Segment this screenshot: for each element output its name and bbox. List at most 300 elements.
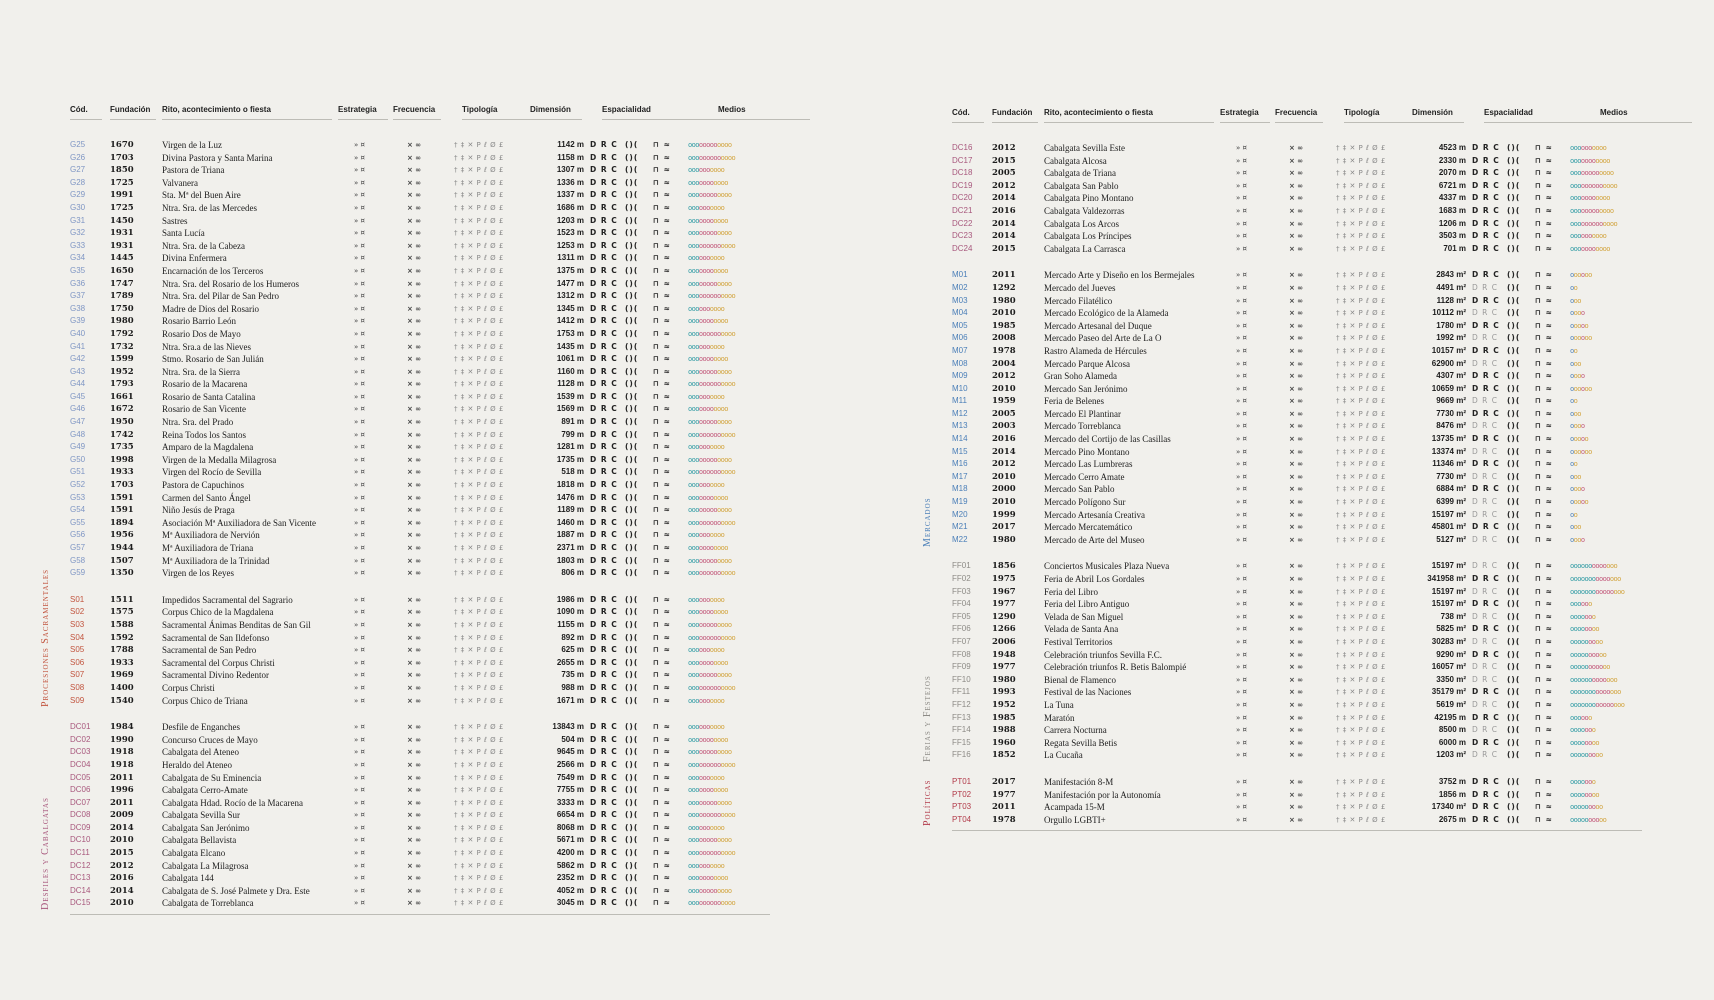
row-dimension: 11346 m² [1432,459,1466,469]
row-espacialidad: D R C [1472,218,1500,228]
row-name: Santa Lucía [162,228,205,239]
row-code: DC16 [952,143,973,152]
row-frecuencia: × ∞ [407,266,422,275]
row-espacialidad-arcs: ()( [625,202,639,212]
row-espacialidad-arcs: ()( [625,543,639,552]
row-estrategia: » ¤ [354,595,365,604]
row-tipologia: † ‡ ✕ P ℓ Ø £ [454,392,504,401]
row-name: Sacramental Divino Redentor [162,670,269,681]
row-espacialidad-flow: ⊓ ≈ [653,316,671,326]
row-espacialidad-arcs: ()( [1507,624,1521,634]
row-dimension: 5825 m² [1436,624,1466,634]
row-year: 2010 [110,898,134,909]
row-espacialidad-arcs: ()( [625,848,639,858]
row-frecuencia: × ∞ [1289,169,1304,178]
row-espacialidad-flow: ⊓ ≈ [1535,802,1553,812]
row-frecuencia: × ∞ [407,241,422,250]
table-header [70,105,770,125]
row-frecuencia: × ∞ [1289,738,1304,747]
header-rule [70,119,102,120]
row-year: 1661 [110,391,134,402]
row-espacialidad: D R C [590,215,618,225]
medios-dots: ooooooooooooo [1570,219,1618,228]
row-name: Mercado Paseo del Arte de La O [1044,333,1162,344]
row-name: Sacramental de San Pedro [162,645,257,656]
row-estrategia: » ¤ [1236,296,1247,305]
row-frecuencia: × ∞ [407,723,422,732]
row-estrategia: » ¤ [354,166,365,175]
table-row [70,341,770,354]
row-frecuencia: × ∞ [407,191,422,200]
row-frecuencia: × ∞ [407,229,422,238]
medios-dots: oo [1570,460,1578,469]
row-name: Rastro Alameda de Hércules [1044,345,1147,356]
row-code: M02 [952,282,968,292]
table-row [952,218,1642,231]
row-espacialidad-flow: ⊓ ≈ [1535,471,1553,481]
row-dimension: 1128 m² [1436,295,1466,305]
row-estrategia: » ¤ [354,430,365,439]
row-tipologia: † ‡ ✕ P ℓ Ø £ [1336,675,1386,684]
row-name: Cabalgata Sevilla Sur [162,810,240,821]
row-year: 1856 [992,561,1016,572]
row-name: Virgen de la Luz [162,140,223,150]
row-espacialidad-arcs: ()( [625,822,639,832]
medios-dots: ooooooooooo [1570,194,1610,203]
medios-dots: oooo [1570,372,1585,381]
medios-dots: ooooooooooo [688,317,728,326]
row-year: 2014 [992,218,1016,229]
row-name: Desfile de Enganches [162,722,240,733]
table-body [922,142,1642,827]
row-year: 2014 [992,446,1016,457]
row-dimension: 15197 m² [1431,561,1466,571]
row-estrategia: » ¤ [354,723,365,732]
row-code: DC03 [70,747,91,757]
row-estrategia: » ¤ [354,823,365,832]
row-dimension: 799 m [561,429,584,439]
row-name: Cabalgata La Milagrosa [162,860,249,871]
row-year: 1703 [110,152,134,163]
row-estrategia: » ¤ [354,241,365,250]
medios-dots: oooooooooo [688,646,725,655]
row-name: Cabalgata Valdezorras [1044,205,1125,216]
medios-dots: ooo [1570,296,1581,305]
row-espacialidad-flow: ⊓ ≈ [653,442,671,452]
row-frecuencia: × ∞ [1289,372,1304,381]
row-tipologia: † ‡ ✕ P ℓ Ø £ [1336,472,1386,481]
row-frecuencia: × ∞ [1289,777,1304,786]
row-frecuencia: × ∞ [407,355,422,364]
row-frecuencia: × ∞ [1289,321,1304,330]
row-espacialidad-arcs: ()( [1507,333,1521,343]
row-tipologia: † ‡ ✕ P ℓ Ø £ [1336,523,1386,532]
row-estrategia: » ¤ [354,342,365,351]
row-dimension: 4307 m² [1436,371,1466,381]
medios-dots: oooooooooo [1570,650,1607,659]
row-espacialidad-arcs: ()( [625,860,639,870]
row-dimension: 701 m [1443,243,1466,253]
row-year: 1588 [110,619,134,630]
row-code: FF14 [952,725,971,735]
row-year: 1747 [110,278,134,289]
row-tipologia: † ‡ ✕ P ℓ Ø £ [1336,181,1386,190]
row-estrategia: » ¤ [354,216,365,225]
row-frecuencia: × ∞ [1289,206,1304,215]
row-name: Cabalgata de Triana [1044,168,1116,179]
row-espacialidad-arcs: ()( [1507,383,1521,393]
row-tipologia: † ‡ ✕ P ℓ Ø £ [454,786,504,795]
row-estrategia: » ¤ [354,760,365,769]
medios-dots: oooooooooo [688,823,725,832]
row-code: G57 [70,543,86,552]
table-row [952,509,1642,522]
row-frecuencia: × ∞ [407,518,422,527]
row-espacialidad-flow: ⊓ ≈ [653,632,671,642]
row-dimension: 1311 m [557,253,584,263]
row-espacialidad-arcs: ()( [625,228,639,238]
row-year: 2010 [992,308,1016,319]
row-estrategia: » ¤ [354,481,365,490]
medios-dots: oooooooooooo [688,886,732,895]
row-tipologia: † ‡ ✕ P ℓ Ø £ [454,266,504,275]
row-tipologia: † ‡ ✕ P ℓ Ø £ [454,823,504,832]
row-estrategia: » ¤ [354,696,365,705]
medios-dots: oooooooooo [688,773,725,782]
row-espacialidad: D R C [590,492,618,502]
row-year: 2015 [992,155,1016,166]
row-tipologia: † ‡ ✕ P ℓ Ø £ [1336,485,1386,494]
row-espacialidad: D R C [1472,662,1498,672]
row-year: 1789 [110,291,134,302]
row-dimension: 6884 m² [1436,484,1466,494]
table-row [70,517,770,530]
row-frecuencia: × ∞ [407,468,422,477]
section-label-dc: Desfiles y Cabalgatas [40,797,51,911]
row-code: DC11 [70,848,90,858]
section-label-ff: Ferias y Festejos [922,675,933,762]
row-espacialidad-flow: ⊓ ≈ [653,215,671,225]
row-espacialidad: D R C [1472,295,1500,305]
row-frecuencia: × ∞ [407,608,422,617]
table-row [70,746,770,759]
medios-dots: ooooooooooo [1570,244,1610,253]
row-code: G43 [70,366,86,376]
medios-dots: ooooooooooo [688,216,728,225]
row-espacialidad-flow: ⊓ ≈ [653,810,671,820]
row-espacialidad: D R C [1472,497,1498,507]
row-estrategia: » ¤ [354,544,365,552]
table-row [70,834,770,847]
row-estrategia: » ¤ [1236,600,1247,609]
table-row [70,429,770,442]
medios-dots: ooooooooo [1570,803,1603,812]
medios-dots: oooooo [1570,713,1592,722]
table-row [70,847,770,860]
header-rule [1552,122,1692,123]
row-espacialidad-flow: ⊓ ≈ [653,822,671,832]
row-espacialidad-flow: ⊓ ≈ [1535,295,1553,305]
row-name: Divina Pastora y Santa Marina [162,152,273,163]
row-espacialidad-flow: ⊓ ≈ [1535,282,1553,292]
table-row [952,712,1642,725]
row-estrategia: » ¤ [354,455,365,464]
row-espacialidad: D R C [590,442,618,452]
row-dimension: 17340 m² [1431,802,1466,812]
row-espacialidad: D R C [590,619,618,629]
row-code: M08 [952,358,968,368]
row-tipologia: † ‡ ✕ P ℓ Ø £ [454,836,504,845]
medios-dots: oooooooooo [688,443,725,452]
row-estrategia: » ¤ [1236,637,1247,646]
row-espacialidad: D R C [590,152,618,162]
row-dimension: 5671 m [556,835,584,845]
row-espacialidad: D R C [1472,624,1500,634]
row-estrategia: » ¤ [1236,650,1247,659]
table-row [952,155,1642,168]
table-row [70,721,770,734]
row-espacialidad-arcs: ()( [625,492,639,502]
row-espacialidad-flow: ⊓ ≈ [1535,333,1553,343]
row-year: 1400 [110,682,134,693]
row-espacialidad-flow: ⊓ ≈ [1535,308,1553,318]
table-row [70,669,770,682]
row-year: 2006 [992,636,1016,647]
row-espacialidad: D R C [1472,802,1500,812]
row-estrategia: » ¤ [354,292,365,301]
medios-dots: ooooo [1570,498,1589,507]
row-frecuencia: × ∞ [1289,346,1304,355]
row-year: 2017 [992,776,1016,787]
row-name: La Cucaña [1044,750,1083,761]
row-estrategia: » ¤ [354,178,365,187]
row-year: 1511 [110,594,134,605]
row-espacialidad-flow: ⊓ ≈ [1535,320,1553,330]
row-code: FF10 [952,674,971,684]
row-year: 1750 [110,303,134,314]
row-name: Mª Auxiliadora de la Trinidad [162,555,270,566]
row-tipologia: † ‡ ✕ P ℓ Ø £ [454,178,504,187]
header-rule [1412,122,1464,123]
row-estrategia: » ¤ [354,798,365,807]
row-estrategia: » ¤ [1236,422,1247,431]
row-dimension: 8500 m [1438,725,1466,735]
row-tipologia: † ‡ ✕ P ℓ Ø £ [1336,713,1386,722]
medios-dots: ooooooo [1570,777,1596,786]
row-estrategia: » ¤ [1236,510,1247,519]
row-espacialidad: D R C [590,404,618,414]
medios-dots: oooo [1570,535,1585,544]
row-year: 2004 [992,358,1016,369]
row-espacialidad: D R C [590,165,618,175]
row-espacialidad: D R C [590,797,618,807]
row-estrategia: » ¤ [1236,384,1247,393]
row-espacialidad: D R C [590,328,618,338]
row-code: DC13 [70,873,91,883]
row-name: Pastora de Capuchinos [162,480,244,491]
row-tipologia: † ‡ ✕ P ℓ Ø £ [454,481,504,490]
row-tipologia: † ‡ ✕ P ℓ Ø £ [454,748,504,757]
row-name: Mercado Torreblanca [1044,421,1121,432]
row-tipologia: † ‡ ✕ P ℓ Ø £ [454,544,504,552]
row-espacialidad-arcs: ()( [625,240,639,250]
row-name: Mercado de Arte del Museo [1044,534,1145,545]
row-estrategia: » ¤ [354,141,365,149]
table-row [952,724,1642,737]
row-espacialidad-arcs: ()( [625,759,639,769]
row-espacialidad-arcs: ()( [625,517,639,527]
row-espacialidad-flow: ⊓ ≈ [1535,434,1553,444]
row-frecuencia: × ∞ [1289,472,1304,481]
row-year: 2014 [992,231,1016,242]
medios-dots: ooooooo [1570,612,1596,621]
medios-dots: oooooooooo [688,481,725,490]
row-frecuencia: × ∞ [407,798,422,807]
table-row [70,759,770,772]
row-espacialidad-arcs: ()( [1507,599,1521,609]
table-row [952,699,1642,712]
row-code: G30 [70,202,86,212]
row-estrategia: » ¤ [354,329,365,338]
table-row [952,395,1642,408]
row-year: 1980 [992,534,1016,545]
row-estrategia: » ¤ [1236,587,1247,596]
row-espacialidad: D R C [1472,205,1500,215]
row-espacialidad: D R C [1472,712,1500,722]
row-name: Niño Jesús de Praga [162,505,235,516]
row-espacialidad-arcs: ()( [625,467,639,477]
row-name: Virgen del Rocío de Sevilla [162,467,262,478]
row-tipologia: † ‡ ✕ P ℓ Ø £ [454,443,504,452]
row-dimension: 5127 m² [1436,534,1466,544]
group-g [70,139,770,580]
header-rule [1220,122,1270,123]
row-tipologia: † ‡ ✕ P ℓ Ø £ [1336,384,1386,393]
row-dimension: 1735 m [556,454,584,464]
row-name: Mercado Artesanía Creativa [1044,509,1145,520]
row-dimension: 1460 m [556,517,584,527]
header-tipologia: Tipología [462,105,498,114]
row-name: Cabalgata San Jerónimo [162,822,250,833]
row-estrategia: » ¤ [354,608,365,617]
row-frecuencia: × ∞ [407,531,422,540]
row-year: 1996 [110,785,134,796]
row-code: PT01 [952,776,972,786]
row-year: 2012 [992,180,1016,191]
row-name: Stmo. Rosario de San Julián [162,354,264,365]
row-year: 1980 [992,674,1016,685]
row-year: 1969 [110,670,134,681]
medios-dots: ooooo [1570,435,1589,444]
medios-dots: oooooooo [1570,625,1599,634]
row-frecuencia: × ∞ [1289,447,1304,456]
row-espacialidad: D R C [590,291,618,301]
row-frecuencia: × ∞ [1289,422,1304,431]
row-name: Mercado San Pablo [1044,484,1115,495]
row-frecuencia: × ∞ [407,141,422,149]
medios-dots: oooooooooo [688,531,725,540]
row-estrategia: » ¤ [1236,815,1247,824]
row-code: DC23 [952,231,973,241]
row-frecuencia: × ∞ [1289,815,1304,824]
row-dimension: 988 m [561,682,584,692]
row-tipologia: † ‡ ✕ P ℓ Ø £ [454,608,504,617]
row-year: 1985 [992,320,1016,331]
table-row [952,282,1642,295]
row-espacialidad: D R C [1472,586,1498,596]
row-dimension: 1312 m [556,291,584,301]
row-espacialidad-arcs: ()( [1507,155,1521,165]
row-frecuencia: × ∞ [1289,409,1304,418]
table-row [952,307,1642,320]
row-year: 1988 [992,725,1016,736]
medios-dots: ooooooooooooooo [1570,587,1625,596]
row-tipologia: † ‡ ✕ P ℓ Ø £ [454,191,504,200]
row-espacialidad-flow: ⊓ ≈ [1535,396,1553,406]
row-espacialidad: D R C [1472,371,1500,381]
row-code: DC21 [952,205,973,215]
row-espacialidad-flow: ⊓ ≈ [653,379,671,389]
table-row [70,644,770,657]
medios-dots: ooooooooooo [688,405,728,414]
row-espacialidad: D R C [1472,599,1500,609]
row-estrategia: » ¤ [354,556,365,565]
row-code: G54 [70,505,86,515]
medios-dots: ooooooooooooo [688,760,736,769]
row-espacialidad-arcs: ()( [625,682,639,692]
row-frecuencia: × ∞ [1289,575,1304,583]
row-tipologia: † ‡ ✕ P ℓ Ø £ [1336,334,1386,343]
row-code: FF07 [952,636,971,646]
row-dimension: 5619 m² [1436,699,1466,709]
row-espacialidad: D R C [590,417,618,427]
medios-dots: ooooooooooooo [688,329,736,338]
row-espacialidad-arcs: ()( [625,152,639,162]
row-tipologia: † ‡ ✕ P ℓ Ø £ [454,304,504,313]
header-rule [393,119,441,120]
row-estrategia: » ¤ [354,531,365,540]
header-frecuencia: Frecuencia [1275,108,1318,117]
row-year: 2005 [992,408,1016,419]
row-name: Ntra. Sra. del Rosario de los Humeros [162,278,299,289]
table-row [952,458,1642,471]
row-name: Mª Auxiliadora de Nervión [162,530,260,541]
table-row [952,433,1642,446]
medios-dots: ooooooooooooo [688,153,736,162]
row-code: DC18 [952,168,973,178]
row-name: Madre de Dios del Rosario [162,303,259,314]
row-espacialidad: D R C [590,695,618,705]
medios-dots: ooooooooooooo [1570,562,1618,571]
row-dimension: 8068 m [556,822,584,832]
row-espacialidad-arcs: ()( [1507,396,1521,406]
row-year: 1793 [110,379,134,390]
row-espacialidad-flow: ⊓ ≈ [653,391,671,401]
table-row [70,657,770,670]
row-dimension: 1887 m [556,530,584,540]
row-year: 2017 [992,522,1016,533]
table-body [40,139,770,911]
row-frecuencia: × ∞ [1289,700,1304,709]
row-tipologia: † ‡ ✕ P ℓ Ø £ [454,430,504,439]
row-tipologia: † ‡ ✕ P ℓ Ø £ [454,279,504,288]
row-frecuencia: × ∞ [1289,510,1304,519]
row-year: 1725 [110,177,134,188]
row-espacialidad-arcs: ()( [625,607,639,617]
row-espacialidad-arcs: ()( [625,316,639,326]
row-name: Cabalgata 144 [162,873,214,884]
medios-dots: ooooooooooooo [688,468,736,477]
